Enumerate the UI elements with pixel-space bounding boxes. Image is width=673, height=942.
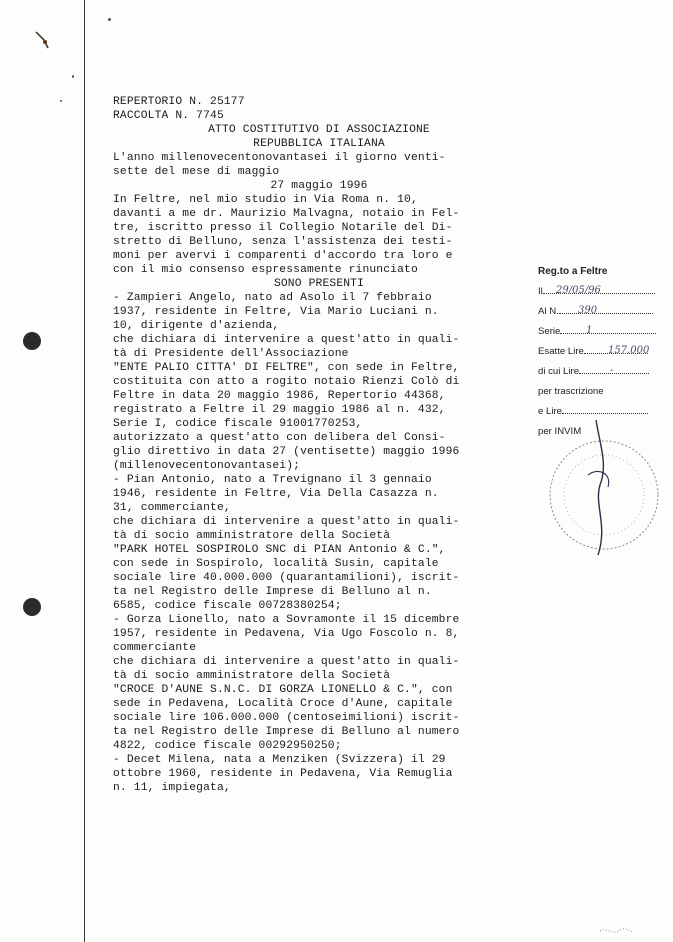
text-line: tre, iscritto presso il Collegio Notarile del Di-	[113, 222, 453, 234]
text-line: 6585, codice fiscale 00728380254;	[113, 600, 342, 612]
text-line: glio direttivo in data 27 (ventisette) maggio 1996	[113, 446, 460, 458]
text-line: sette del mese di maggio	[113, 166, 280, 178]
stamp-label: Esatte Lire	[538, 346, 584, 357]
margin-mark-icon	[598, 925, 638, 939]
text-line: "ENTE PALIO CITTA' DI FELTRE", con sede in Feltre,	[113, 362, 460, 374]
paper-speck	[60, 100, 62, 102]
text-line: sociale lire 106.000.000 (centoseimilioni) iscrit-	[113, 712, 460, 724]
paper-speck	[108, 18, 111, 21]
text-line: REPERTORIO N. 25177	[113, 96, 245, 108]
text-line: 1957, residente in Pedavena, Via Ugo Foscolo n. 8,	[113, 628, 460, 640]
stamp-amount-value: 157.000	[608, 345, 650, 356]
stamp-label: per INVIM	[538, 426, 582, 437]
text-line: 4822, codice fiscale 00292950250;	[113, 740, 342, 752]
stamp-serie-row	[538, 322, 668, 342]
text-line: 1937, residente in Feltre, Via Mario Luciani n.	[113, 306, 439, 318]
stamp-label: Il	[538, 286, 543, 297]
stamp-dicui-value: -	[610, 365, 614, 376]
punch-hole-icon	[23, 598, 41, 616]
text-line: registrato a Feltre il 29 maggio 1986 al n. 432,	[113, 404, 446, 416]
text-line: "CROCE D'AUNE S.N.C. DI GORZA LIONELLO & C.", con	[113, 684, 453, 696]
text-line: ottobre 1960, residente in Pedavena, Via Remuglia	[113, 768, 453, 780]
text-line: L'anno millenovecentonovantasei il giorno venti-	[113, 152, 446, 164]
text-line: (millenovecentonovantasei);	[113, 460, 301, 472]
stamp-date-row	[538, 282, 668, 302]
stamp-dicui-row	[538, 362, 668, 382]
stamp-title: Reg.to a Feltre	[538, 266, 608, 277]
text-line: "PARK HOTEL SOSPIROLO SNC di PIAN Antonio & C.",	[113, 544, 446, 556]
stamp-number-value: 390	[578, 305, 598, 316]
text-line: ta nel Registro delle Imprese di Belluno al numero	[113, 726, 460, 738]
text-line: 31, commerciante,	[113, 502, 231, 514]
text-line: costituita con atto a rogito notaio Rienzi Colò di	[113, 376, 460, 388]
margin-line	[84, 0, 85, 942]
section-heading: SONO PRESENTI	[273, 278, 365, 290]
text-line: - Pian Antonio, nato a Trevignano il 3 gennaio	[113, 474, 432, 486]
text-line: Serie I, codice fiscale 91001770253,	[113, 418, 363, 430]
text-line: con sede in Sospirolo, località Susin, capitale	[113, 558, 439, 570]
text-line: 10, dirigente d'azienda,	[113, 320, 280, 332]
text-line: che dichiara di intervenire a quest'atto in quali-	[113, 334, 460, 346]
official-seal-icon	[538, 415, 668, 565]
text-line: autorizzato a quest'atto con delibera del Consi-	[113, 432, 446, 444]
text-line: RACCOLTA N. 7745	[113, 110, 224, 122]
text-line: tà di socio amministratore della Società	[113, 530, 391, 542]
text-line: tà di socio amministratore della Società	[113, 670, 391, 682]
stamp-serie-value: 1	[586, 325, 593, 336]
stamp-label: per trascrizione	[538, 386, 604, 397]
text-line: Feltre in data 20 maggio 1986, Repertorio 44368,	[113, 390, 446, 402]
document-date: 27 maggio 1996	[270, 180, 368, 192]
text-line: sede in Pedavena, Località Croce d'Aune, capitale	[113, 698, 453, 710]
stamp-label: di cui Lire	[538, 366, 580, 377]
stamp-label: Serie	[538, 326, 561, 337]
text-line: ta nel Registro delle Imprese di Belluno al n.	[113, 586, 432, 598]
stamp-number-row	[538, 302, 668, 322]
document-title: ATTO COSTITUTIVO DI ASSOCIAZIONE	[208, 124, 430, 136]
deed-text	[113, 95, 525, 795]
text-line: che dichiara di intervenire a quest'atto in quali-	[113, 516, 460, 528]
text-line: stretto di Belluno, senza l'assistenza dei testi-	[113, 236, 453, 248]
text-line: - Decet Milena, nata a Menziken (Svizzera) il 29	[113, 754, 446, 766]
paper-speck	[72, 75, 74, 78]
text-line: sociale lire 40.000.000 (quarantamilioni), iscrit-	[113, 572, 460, 584]
text-line: con il mio consenso espressamente rinunciato	[113, 264, 418, 276]
stamp-label: e Lire	[538, 406, 562, 417]
text-line: moni per avervi i comparenti d'accordo tra loro e	[113, 250, 453, 262]
stamp-amount-row	[538, 342, 668, 362]
scratch-mark-icon	[34, 30, 58, 54]
stamp-date-value: 29/05/96	[556, 285, 601, 296]
text-line: In Feltre, nel mio studio in Via Roma n. 10,	[113, 194, 418, 206]
document-subtitle: REPUBBLICA ITALIANA	[253, 138, 385, 150]
text-line: 1946, residente in Feltre, Via Della Casazza n.	[113, 488, 439, 500]
text-line: n. 11, impiegata,	[113, 782, 231, 794]
text-line: - Zampieri Angelo, nato ad Asolo il 7 febbraio	[113, 292, 432, 304]
punch-hole-icon	[23, 332, 41, 350]
text-line: che dichiara di intervenire a quest'atto in quali-	[113, 656, 460, 668]
stamp-label: Al N.	[538, 306, 559, 317]
text-line: tà di Presidente dell'Associazione	[113, 348, 349, 360]
text-line: davanti a me dr. Maurizio Malvagna, notaio in Fel-	[113, 208, 460, 220]
text-line: - Gorza Lionello, nato a Sovramonte il 15 dicembre	[113, 614, 460, 626]
text-line: commerciante	[113, 642, 197, 654]
